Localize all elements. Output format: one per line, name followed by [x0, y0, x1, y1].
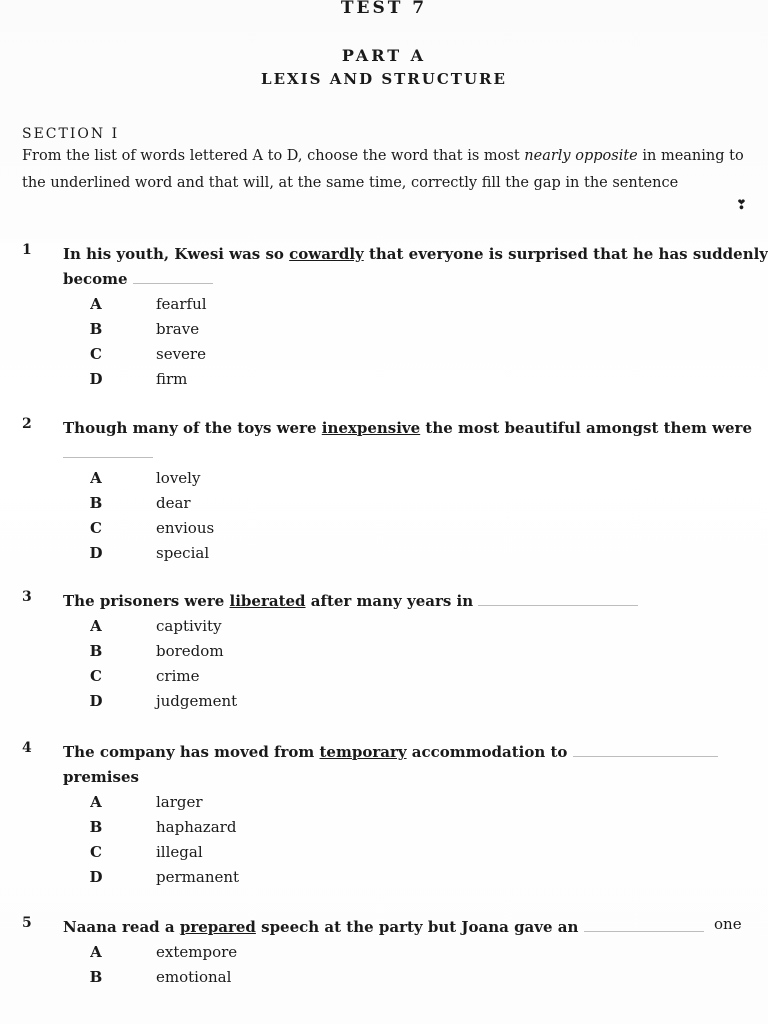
underlined-word: inexpensive — [321, 419, 421, 437]
options-list — [86, 614, 386, 714]
question-number: 4 — [22, 740, 32, 756]
option-word: severe — [156, 345, 206, 363]
question-number: 2 — [22, 416, 32, 432]
answer-blank — [584, 931, 704, 932]
option-b[interactable] — [86, 815, 386, 840]
option-word: crime — [156, 667, 200, 685]
option-word: special — [156, 544, 210, 562]
question-text-after: after many years in — [305, 592, 474, 610]
option-word: permanent — [156, 868, 240, 886]
question-trailing-word: one — [714, 915, 742, 933]
option-letter: B — [89, 642, 103, 660]
option-d[interactable] — [86, 367, 386, 392]
continuation-text: premises — [63, 768, 139, 786]
underlined-word: cowardly — [289, 245, 364, 263]
option-letter: C — [90, 519, 102, 537]
option-word: haphazard — [156, 818, 237, 836]
instruction-text-before: From the list of words lettered A to D, choose the word that is most — [22, 148, 525, 164]
option-word: emotional — [156, 968, 232, 986]
instruction-emphasis: nearly opposite — [524, 148, 638, 164]
options-list — [86, 790, 386, 890]
question-text — [63, 242, 768, 267]
option-d[interactable] — [86, 865, 386, 890]
option-a[interactable] — [86, 614, 386, 639]
option-letter: B — [89, 818, 103, 836]
question-text — [63, 915, 761, 940]
question-continuation — [63, 267, 761, 292]
question-text-before: Naana read a — [63, 918, 180, 936]
option-c[interactable] — [86, 664, 386, 689]
question-text-after: accommodation to — [406, 743, 568, 761]
answer-blank — [573, 756, 718, 757]
question-continuation — [63, 441, 761, 466]
question-text — [63, 589, 761, 614]
option-letter: B — [89, 320, 103, 338]
options-list — [86, 940, 386, 990]
question-text-before: The prisoners were — [63, 592, 230, 610]
option-letter: D — [89, 370, 103, 388]
option-letter: C — [90, 843, 102, 861]
option-letter: A — [90, 943, 102, 961]
option-letter: D — [89, 868, 103, 886]
option-b[interactable] — [86, 639, 386, 664]
option-word: dear — [156, 494, 191, 512]
question-number: 5 — [22, 915, 32, 931]
option-b[interactable] — [86, 491, 386, 516]
option-word: extempore — [156, 943, 238, 961]
options-list — [86, 466, 386, 566]
instruction-text-after: in meaning to the underlined word and that will, at the same time, correctly fill the gap in the sentence — [22, 148, 744, 191]
option-letter: A — [90, 617, 102, 635]
option-letter: C — [90, 667, 102, 685]
option-word: captivity — [156, 617, 222, 635]
test-label: TEST 7 — [340, 0, 428, 18]
question-text-after: the most beautiful amongst them were — [420, 419, 753, 437]
question-text — [63, 416, 761, 441]
option-a[interactable] — [86, 466, 386, 491]
question-text-after: that everyone is surprised that he has suddenly — [363, 245, 768, 263]
question-text — [63, 740, 761, 765]
question-number: 1 — [22, 242, 32, 258]
question-number: 3 — [22, 589, 32, 605]
option-word: envious — [156, 519, 215, 537]
answer-blank — [133, 283, 213, 284]
option-a[interactable] — [86, 292, 386, 317]
option-a[interactable] — [86, 940, 386, 965]
option-word: boredom — [156, 642, 224, 660]
option-d[interactable] — [86, 689, 386, 714]
option-word: judgement — [156, 692, 238, 710]
part-subtitle: LEXIS AND STRUCTURE — [261, 70, 507, 88]
option-letter: B — [89, 494, 103, 512]
option-letter: D — [89, 692, 103, 710]
option-c[interactable] — [86, 840, 386, 865]
option-d[interactable] — [86, 541, 386, 566]
option-c[interactable] — [86, 516, 386, 541]
option-word: larger — [156, 793, 203, 811]
question-text-before: The company has moved from — [63, 743, 320, 761]
pen-mark-icon: ❣ — [736, 198, 747, 213]
option-c[interactable] — [86, 342, 386, 367]
options-list — [86, 292, 386, 392]
underlined-word: liberated — [229, 592, 306, 610]
option-letter: C — [90, 345, 102, 363]
option-b[interactable] — [86, 317, 386, 342]
question-text-before: In his youth, Kwesi was so — [63, 245, 290, 263]
option-letter: B — [89, 968, 103, 986]
option-letter: A — [90, 469, 102, 487]
underlined-word: temporary — [319, 743, 407, 761]
part-label: PART A — [341, 46, 427, 65]
option-word: fearful — [156, 295, 207, 313]
option-word: brave — [156, 320, 200, 338]
answer-blank — [63, 457, 153, 458]
question-text-before: Though many of the toys were — [63, 419, 322, 437]
option-letter: A — [90, 793, 102, 811]
option-word: firm — [156, 370, 188, 388]
section-instructions — [22, 143, 748, 197]
option-letter: A — [90, 295, 102, 313]
section-title: SECTION I — [22, 126, 120, 142]
answer-blank — [478, 605, 638, 606]
option-a[interactable] — [86, 790, 386, 815]
option-word: lovely — [156, 469, 201, 487]
underlined-word: prepared — [179, 918, 256, 936]
option-word: illegal — [156, 843, 203, 861]
question-continuation — [63, 765, 761, 790]
question-text-after: speech at the party but Joana gave an — [255, 918, 579, 936]
option-b[interactable] — [86, 965, 386, 990]
continuation-text: become — [63, 270, 128, 288]
option-letter: D — [89, 544, 103, 562]
